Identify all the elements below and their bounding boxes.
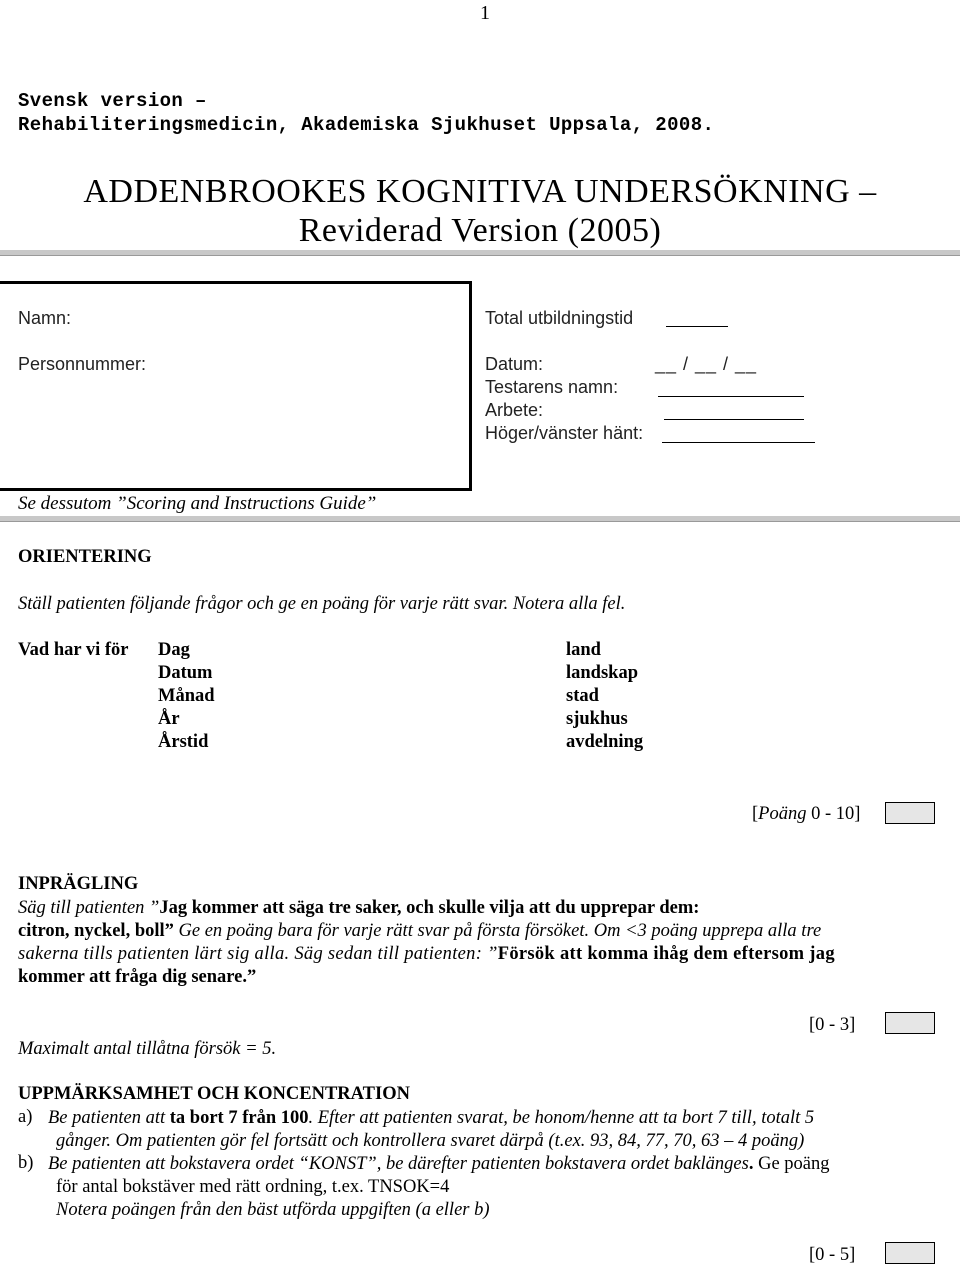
time-item-date: Datum <box>158 663 213 683</box>
page-title: ADDENBROOKES KOGNITIVA UNDERSÖKNING – <box>83 173 877 210</box>
item-b-line-3: Notera poängen från den bäst utförda uppgiften (a eller b) <box>56 1200 490 1220</box>
date-field[interactable]: __ / __ / __ <box>655 354 758 374</box>
education-field[interactable] <box>666 326 728 327</box>
item-a-line-2: gånger. Om patienten gör fel fortsätt och kontrollera svaret därpå (t.ex. 93, 84, 77, 70, 63 – 4 poäng) <box>56 1131 805 1151</box>
handedness-label: Höger/vänster hänt: <box>485 423 644 443</box>
orientation-question: Vad har vi för <box>18 640 129 660</box>
handedness-field[interactable] <box>662 442 815 443</box>
tester-label: Testarens namn: <box>485 377 619 397</box>
page-number: 1 <box>480 2 490 24</box>
place-item-city: stad <box>566 686 599 706</box>
registration-line-1: Säg till patienten ”Jag kommer att säga tre saker, och skulle vilja att du upprepar dem: <box>18 898 700 918</box>
place-item-hospital: sjukhus <box>566 709 628 729</box>
date-label: Datum: <box>485 354 544 374</box>
registration-heading: INPRÄGLING <box>18 874 139 894</box>
item-a-marker: a) <box>18 1107 33 1127</box>
time-item-day: Dag <box>158 640 190 660</box>
item-b-line-1: Be patienten att bokstavera ordet “KONST”, be därefter patienten bokstavera ordet baklänges. Ge poäng <box>48 1154 830 1174</box>
attention-score-label: [0 - 5] <box>809 1245 856 1265</box>
work-label: Arbete: <box>485 400 544 420</box>
guide-note: Se dessutom ”Scoring and Instructions Guide” <box>18 493 377 514</box>
max-attempts-note: Maximalt antal tillåtna försök = 5. <box>18 1039 277 1059</box>
section-divider <box>0 516 960 522</box>
tester-field[interactable] <box>658 396 804 397</box>
place-item-county: landskap <box>566 663 638 683</box>
orientation-score-box[interactable] <box>885 802 935 824</box>
time-item-month: Månad <box>158 686 215 706</box>
registration-line-3: sakerna tills patienten lärt sig alla. Säg sedan till patienten: ”Försök att komma ihåg dem eftersom jag <box>18 944 835 964</box>
title-divider <box>0 250 960 256</box>
item-b-marker: b) <box>18 1153 34 1173</box>
place-item-country: land <box>566 640 601 660</box>
orientation-score-label: [Poäng 0 - 10] <box>752 804 861 824</box>
attention-score-box[interactable] <box>885 1242 935 1264</box>
registration-line-4: kommer att fråga dig senare.” <box>18 967 257 987</box>
item-a-line-1: Be patienten att ta bort 7 från 100. Efter att patienten svarat, be honom/henne att ta bort 7 till, totalt 5 <box>48 1108 815 1128</box>
page-subtitle: Reviderad Version (2005) <box>298 212 662 249</box>
registration-score-box[interactable] <box>885 1012 935 1034</box>
place-item-ward: avdelning <box>566 732 644 752</box>
personnummer-label: Personnummer: <box>18 354 147 374</box>
registration-line-2: citron, nyckel, boll” Ge en poäng bara för varje rätt svar på första försöket. Om <3 poäng upprepa alla tre <box>18 921 822 941</box>
time-item-season: Årstid <box>158 732 209 752</box>
name-label: Namn: <box>18 308 72 328</box>
header-institution: Rehabiliteringsmedicin, Akademiska Sjukhuset Uppsala, 2008. <box>18 114 715 136</box>
time-item-year: År <box>158 709 180 729</box>
work-field[interactable] <box>664 419 804 420</box>
registration-score-label: [0 - 3] <box>809 1015 856 1035</box>
item-b-line-2: för antal bokstäver med rätt ordning, t.ex. TNSOK=4 <box>56 1177 450 1197</box>
orientation-instruction: Ställ patienten följande frågor och ge en poäng för varje rätt svar. Notera alla fel. <box>18 594 626 614</box>
header-version: Svensk version – <box>18 90 207 112</box>
attention-heading: UPPMÄRKSAMHET OCH KONCENTRATION <box>18 1084 410 1104</box>
education-label: Total utbildningstid <box>485 308 634 328</box>
orientation-heading: ORIENTERING <box>18 547 152 567</box>
